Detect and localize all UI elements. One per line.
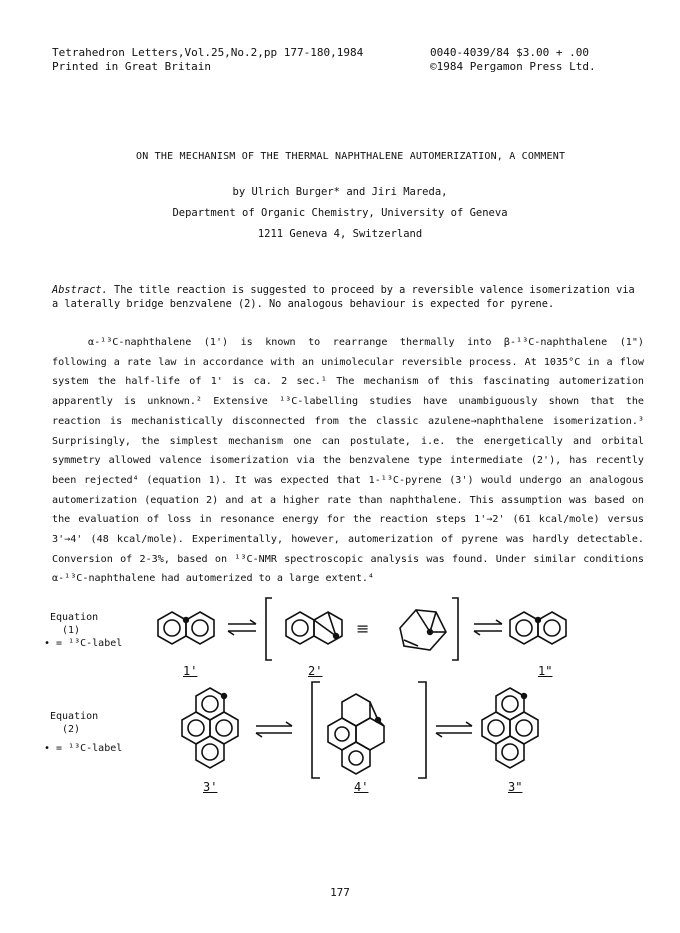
compound-label: 3' [203,780,218,794]
compound-label: 1' [183,664,198,678]
compound-label: 1" [538,664,553,678]
compound-label: 4' [354,780,369,794]
label-legend: • = ¹³C-label [44,743,123,754]
price-code: 0040-4039/84 $3.00 + .00 [430,46,589,59]
equation-word: Equation [50,711,99,722]
equation-number: (1) [62,625,81,636]
page-number: 177 [330,886,350,899]
label-legend: • = ¹³C-label [44,638,123,649]
equation-word: Equation [50,612,99,623]
citation: Tetrahedron Letters,Vol.25,No.2,pp 177-180,1984 [52,46,364,59]
department: Department of Organic Chemistry, University of Geneva [172,207,508,219]
paper-title: ON THE MECHANISM OF THE THERMAL NAPHTHALENE AUTOMERIZATION, A COMMENT [136,151,566,162]
copyright: ©1984 Pergamon Press Ltd. [430,60,596,73]
printed-in: Printed in Great Britain [52,60,211,73]
equivalence-sign: ≡ [356,619,370,638]
equation-number: (2) [62,724,81,735]
compound-label: 3" [508,780,523,794]
address: 1211 Geneva 4, Switzerland [257,228,423,240]
body-paragraph: α-¹³C-naphthalene (1') is known to rearrange thermally into β-¹³C-naphthalene (1") following a rate law in accordance with an unimolecular reversible process. At 1035°C in a flow system the half-life of 1' is ca. 2 sec.¹ The mechanism of this fascinating automerization apparently is unknown.² Extensive ¹³C-labelling studies have unambiguously shown that the reaction is mechanistically disconnected from the classic azulene→naphthalene isomerization.³ Surprisingly, the simplest mechanism one can postulate, i.e. the energetically and orbital symmetry allowed valence isomerization via the benzvalene type intermediate (2'), has recently been rejected⁴ (equation 1). It was expected that 1-¹³C-pyrene (3') would undergo an analogous automerization (equation 2) and at a higher rate than naphthalene. This assumption was based on the evaluation of loss in resonance energy for the reaction steps 1'→2' (61 kcal/mole) versus 3'→4' (48 kcal/mole). Experimentally, however, automerization of pyrene was hardly detectable. Conversion of 2-3%, based on ¹³C-NMR spectroscopic analysis was found. Under similar conditions α-¹³C-naphthalene had automerized to a large extent.⁴ [52,337,644,585]
compound-label: 2' [308,664,323,678]
abstract-label: Abstract. [52,284,108,296]
abstract-text: The title reaction is suggested to proceed by a reversible valence isomerization via a laterally bridge benzvalene (2). No analogous behaviour is expected for pyrene. [52,284,635,310]
author-line: by Ulrich Burger* and Jiri Mareda, [232,186,448,198]
